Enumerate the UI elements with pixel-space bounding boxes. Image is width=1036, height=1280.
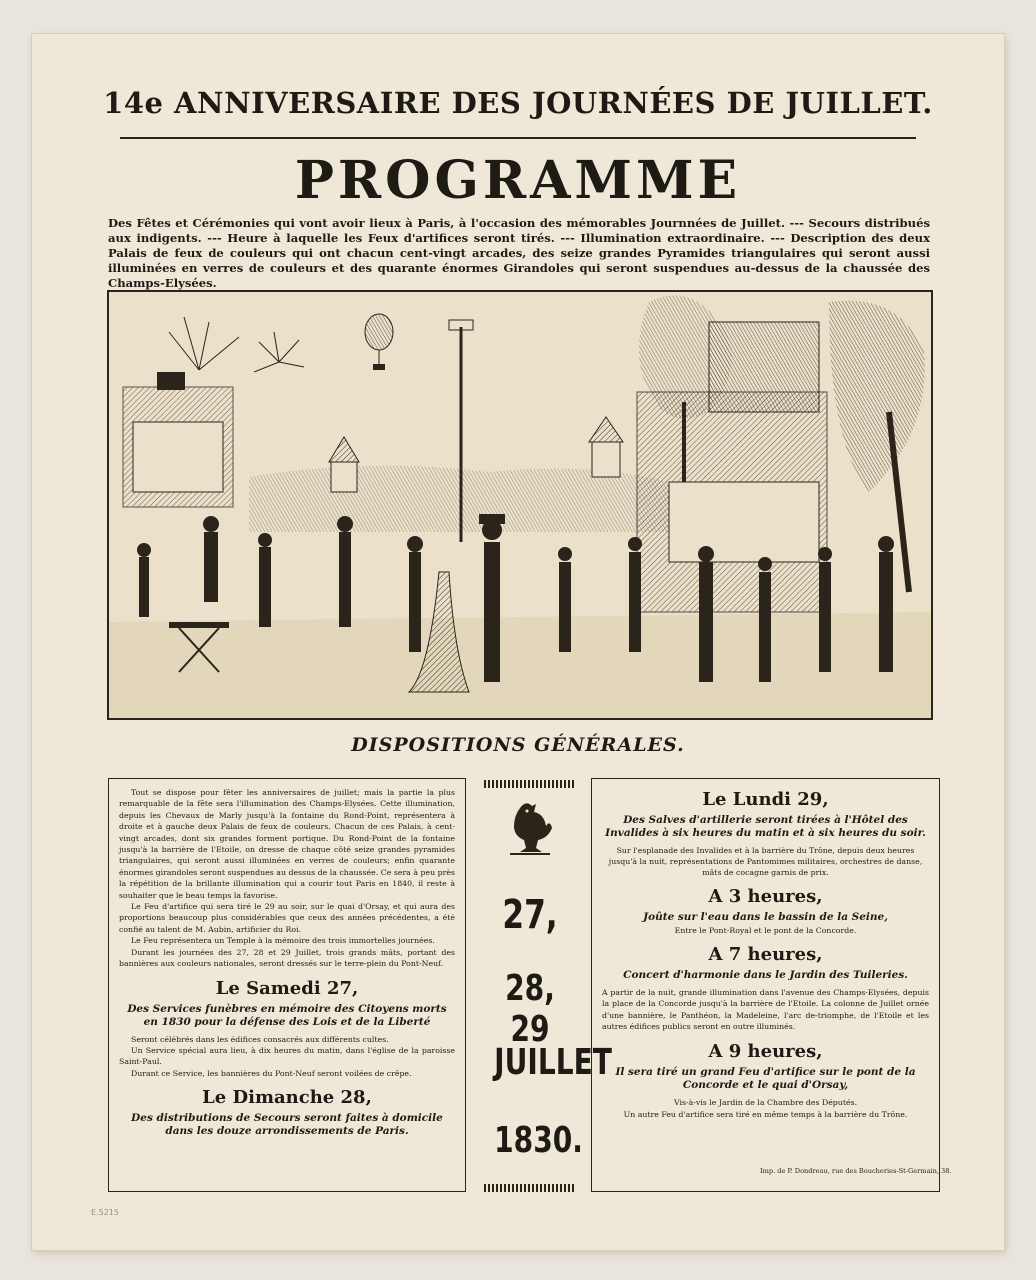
dimanche-subheading: Des distributions de Secours seront faites à domicile dans les douze arrondissements de Paris. [131, 1112, 443, 1138]
lundi-heading: Le Lundi 29, [702, 789, 829, 810]
paragraph-masts: Durant les journées des 27, 28 et 29 Juillet, trois grands mâts, portant des bannières aux couleurs nationales, seront dressés sur le terre-plein du Pont-Neuf. [119, 947, 455, 969]
dispositions-heading: DISPOSITIONS GÉNÉRALES. [351, 734, 685, 756]
archive-stamp: E.5215 [91, 1208, 119, 1217]
ornament-border-bottom [484, 1184, 576, 1192]
lundi-subheading: Des Salves d'artillerie seront tirées à l'Hôtel des Invalides à six heures du matin et à six heures du soir. [605, 814, 926, 839]
anniversary-title: 14e ANNIVERSAIRE DES JOURNÉES DE JUILLET. [103, 86, 933, 120]
lundi-paragraph: Sur l'esplanade des Invalides et à la barrière du Trône, depuis deux heures jusqu'à la nuit, représentations de Pantomimes militaires, orchestres de danse, mâts de cocagne garnis de prix. [608, 846, 923, 877]
seven-oclock-heading: A 7 heures, [708, 944, 823, 965]
programme-heading: PROGRAMME [294, 150, 742, 211]
engraving-illustration [109, 292, 931, 718]
dimanche-heading: Le Dimanche 28, [202, 1087, 372, 1109]
year-1830: 1830. [494, 1120, 583, 1161]
paragraph-feu-artifice: Le Feu d'artifice qui sera tiré le 29 au soir, sur le quai d'Orsay, et qui aura des proportions beaucoup plus considérables que ceux des années précédentes, a été confié au talent de M. Aubin, artificier du Roi. [119, 902, 455, 934]
right-column-box [591, 778, 940, 1192]
nine-oclock-paragraph-2: Un autre Feu d'artifice sera tiré en même temps à la barrière du Trône. [623, 1109, 908, 1119]
nine-oclock-heading: A 9 heures, [708, 1040, 823, 1062]
gallic-rooster-icon [506, 800, 554, 856]
samedi-paragraph-1: Seront célébrés dans les édifices consacrés aux différents cultes. [131, 1034, 389, 1044]
nine-oclock-subheading: Il sera tiré un grand Feu d'artifice sur le pont de la Concorde et le quai d'Orsay, [615, 1065, 916, 1091]
title-rule [120, 137, 916, 139]
middle-date-column [484, 780, 612, 1192]
nine-oclock-paragraph-1: Vis-à-vis le Jardin de la Chambre des Députés. [673, 1097, 858, 1107]
samedi-subheading: Des Services funèbres en mémoire des Citoyens morts en 1830 pour la défense des Lois et de la Liberté [127, 1002, 447, 1028]
seven-oclock-paragraph: A partir de la nuit, grande illumination dans l'avenue des Champs-Elysées, depuis la place de la Concorde jusqu'à la barrière de l'Etoile. La colonne de Juillet ornée d'une bannière, le Panthéon, la Madeleine, l'arc de-triomphe, de l'Etoile et les autres édifices publics seront en outre illuminés. [602, 988, 929, 1032]
date-27: 27, [502, 892, 558, 938]
ornament-border-top [484, 780, 576, 788]
samedi-paragraph-3: Durant ce Service, les bannières du Pont-Neuf seront voilées de crêpe. [131, 1068, 412, 1078]
three-oclock-subheading: Joûte sur l'eau dans le bassin de la Seine, [643, 911, 888, 923]
date-28-29: 28, 29 [505, 968, 555, 1050]
festival-engraving [107, 290, 933, 720]
seven-oclock-subheading: Concert d'harmonie dans le Jardin des Tuileries. [623, 969, 908, 981]
intro-paragraph: Des Fêtes et Cérémonies qui vont avoir lieux à Paris, à l'occasion des mémorables Journnées de Juillet. --- Secours distribués aux indigents. --- Heure à laquelle les Feux d'artifices seront tirés. --- Illumination extraordinaire. --- Description des deux Palais de feux de couleurs qui ont chacun cent-vingt arcades, des seize grandes Pyramides triangulaires qui seront aussi illuminées en verres de couleurs et des quarante énormes Girandoles qui seront suspendues au-dessus de la chaussée des Champs-Elysées. [108, 216, 930, 290]
month-juillet: JUILLET [494, 1042, 612, 1083]
paragraph-illumination: Tout se dispose pour fêter les anniversaires de juillet; mais la partie la plus remarquable de la fête sera l'illumination des Champs-Elysées. Cette illumination, depuis les Chevaux de Marly jusqu'à la fontaine du Rond-Point, représentera à droite et à gauche deux Palais de feux de couleurs. Chacun de ces Palais, à cent-vingt arcades, dont six grandes forment portique. Du Rond-Point de la fontaine jusqu'à la barrière de l'Etoile, on dresse de chaque côté seize grandes pyramides triangulaires, qui seront aussi illuminées en verres de couleurs; enfin quarante énormes girandoles seront suspendues au dessus de la chaussée. Ce sera à peu près la répétition de la brillante illumination qui a courir tout Paris en 1840, il reste à souhaiter que le beau temps la favorise. [119, 788, 455, 900]
samedi-paragraph-2: Un Service spécial aura lieu, à dix heures du matin, dans l'église de la paroisse Saint-Paul. [119, 1045, 455, 1067]
samedi-heading: Le Samedi 27, [215, 977, 359, 999]
left-column-box [108, 778, 466, 1192]
three-oclock-heading: A 3 heures, [708, 886, 823, 907]
paragraph-temple: Le Feu représentera un Temple à la mémoire des trois immortelles journées. [131, 936, 435, 946]
three-oclock-paragraph: Entre le Pont-Royal et le pont de la Concorde. [674, 926, 857, 935]
printer-imprint: Imp. de P. Dondreau, rue des Boucheries-St-Germain, 38. [760, 1167, 952, 1175]
